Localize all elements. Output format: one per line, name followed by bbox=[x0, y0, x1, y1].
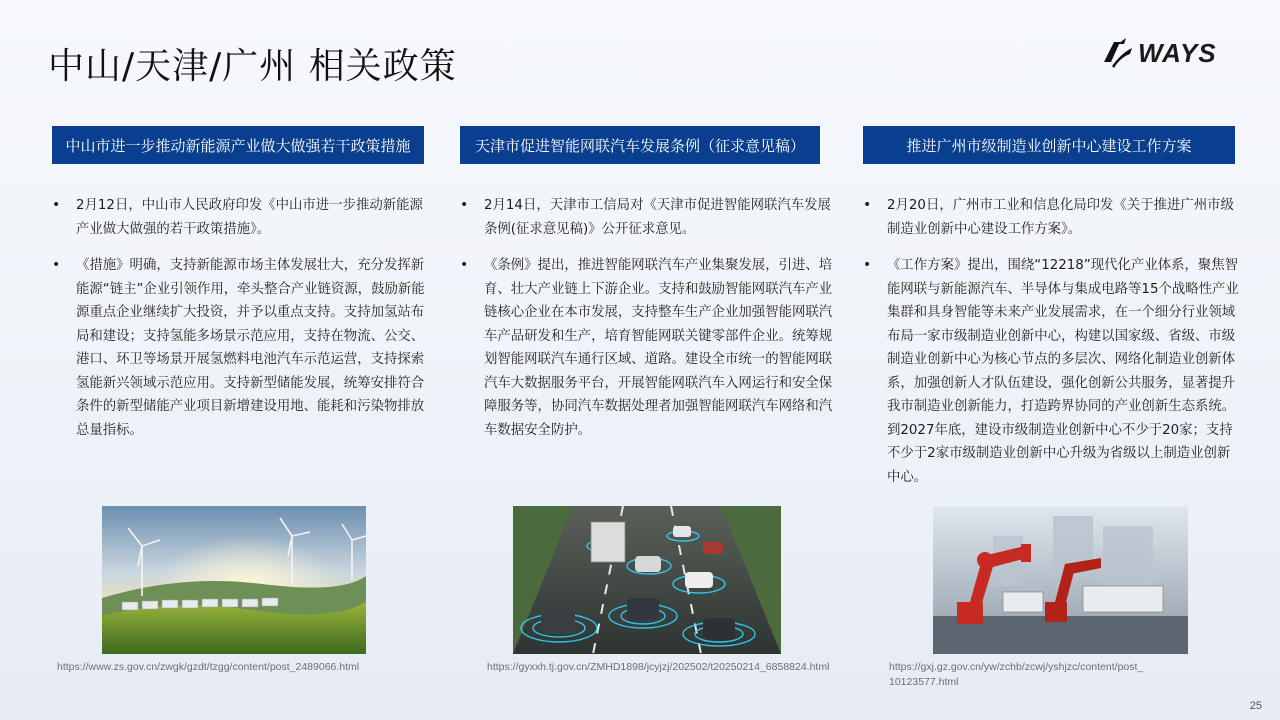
source-url[interactable]: https://www.zs.gov.cn/zwgk/gzdt/tzgg/content/post_2489066.html bbox=[57, 661, 360, 673]
connected-vehicles-photo bbox=[513, 506, 781, 654]
wind-energy-storage-photo bbox=[102, 506, 366, 654]
policy-header: 中山市进一步推动新能源产业做大做强若干政策措施 bbox=[52, 126, 424, 164]
logo-mark-icon bbox=[1100, 36, 1134, 70]
logo-text: WAYS bbox=[1138, 37, 1217, 68]
page-title: 中山/天津/广州 相关政策 bbox=[48, 46, 457, 87]
policy-column-zhongshan bbox=[52, 126, 432, 455]
policy-bullets bbox=[52, 194, 432, 442]
policy-column-tianjin bbox=[460, 126, 840, 455]
policy-column-guangzhou bbox=[863, 126, 1243, 502]
bullet-item: • 《条例》提出，推进智能网联汽车产业集聚发展，引进、培育、壮大产业链上下游企业。支持和鼓励智能网联汽车产业链核心企业在本市发展，支持整车生产企业加强智能网联汽车产品研发和生产，培育智能网联关键零部件企业。统筹规划智能网联汽车通行区域、道路。建设全市统一的智能网联汽车大数据服务平台，开展智能网联汽车入网运行和安全保障服务等，协同汽车数据处理者加强智能网联汽车网络和汽车数据安全防护。 bbox=[460, 254, 840, 442]
policy-bullets bbox=[460, 194, 840, 442]
bullet-item: • 2月14日，天津市工信局对《天津市促进智能网联汽车发展条例(征求意见稿)》公开征求意见。 bbox=[460, 194, 840, 241]
bullet-item: • 《工作方案》提出，围绕“12218”现代化产业体系，聚焦智能网联与新能源汽车、半导体与集成电路等15个战略性产业集群和具身智能等未来产业发展需求，在一个细分行业领域布局一家市级制造业创新中心，构建以国家级、省级、市级制造业创新中心为核心节点的多层次、网络化制造业创新体系，加强创新人才队伍建设，强化创新公共服务，显著提升我市制造业创新能力，打造跨界协同的产业创新生态系统。到2027年底，建设市级制造业创新中心不少于20家；支持不少于2家市级制造业创新中心升级为省级以上制造业创新中心。 bbox=[863, 254, 1243, 489]
bullet-item: • 《措施》明确，支持新能源市场主体发展壮大，充分发挥新能源“链主”企业引领作用，牵头整合产业链资源，鼓励新能源重点企业继续扩大投资，并予以重点支持。支持加氢站布局和建设；支持氢能多场景示范应用，支持在物流、公交、港口、环卫等场景开展氢燃料电池汽车示范运营，支持探索氢能新兴领域示范应用。支持新型储能发展，统筹安排符合条件的新型储能产业项目新增建设用地、能耗和污染物排放总量指标。 bbox=[52, 254, 432, 442]
policy-bullets bbox=[863, 194, 1243, 489]
page-number: 25 bbox=[1249, 700, 1262, 712]
source-url[interactable]: https://gxj.gz.gov.cn/yw/zchb/zcwj/yshjzc/content/post_10123577.html bbox=[889, 661, 1144, 688]
source-url[interactable]: https://gyxxh.tj.gov.cn/ZMHD1898/jcyjzj/202502/t20250214_6858824.html bbox=[487, 661, 830, 673]
bullet-item: • 2月12日，中山市人民政府印发《中山市进一步推动新能源产业做大做强的若干政策措施》。 bbox=[52, 194, 432, 241]
industrial-robot-photo bbox=[933, 506, 1188, 654]
policy-header: 天津市促进智能网联汽车发展条例（征求意见稿） bbox=[460, 126, 820, 164]
ways-logo bbox=[1100, 34, 1230, 72]
bullet-item: • 2月20日，广州市工业和信息化局印发《关于推进广州市级制造业创新中心建设工作方案》。 bbox=[863, 194, 1243, 241]
policy-header: 推进广州市级制造业创新中心建设工作方案 bbox=[863, 126, 1235, 164]
